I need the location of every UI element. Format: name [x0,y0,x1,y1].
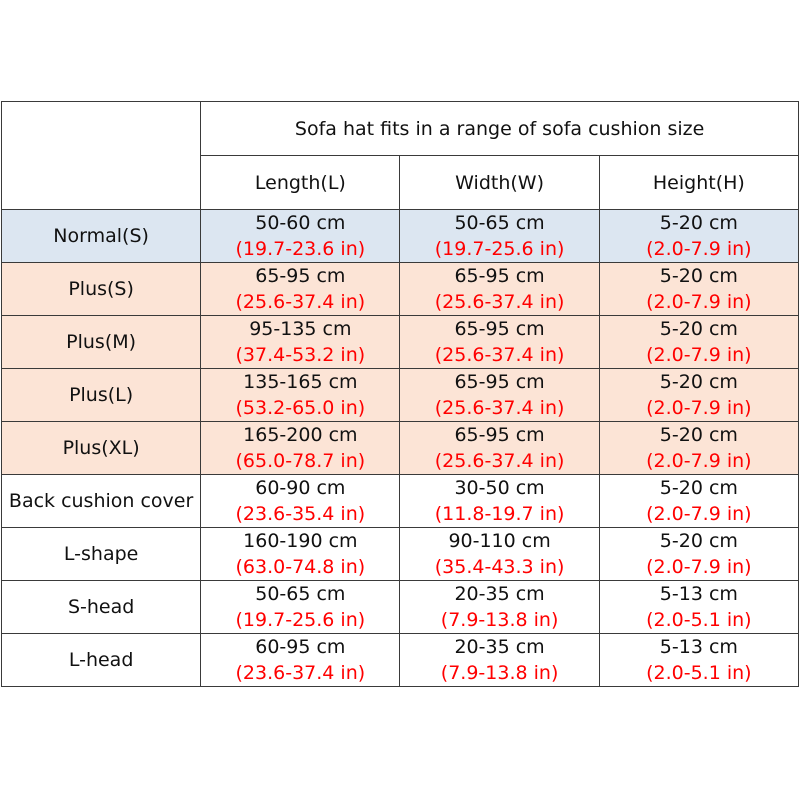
size-label: L-shape [2,528,201,581]
table-row [2,210,799,263]
height-inch-value: (2.0-7.9 in) [646,238,752,260]
length-cell [201,263,400,316]
table-row [2,316,799,369]
size-label: Plus(L) [2,369,201,422]
width-cell [400,634,599,687]
width-cell [400,475,599,528]
size-label: Plus(S) [2,263,201,316]
height-inch-value: (2.0-7.9 in) [646,556,752,578]
height-cm-value: 5-20 cm [659,477,738,499]
length-cm-value: 160-190 cm [243,530,358,552]
table-row [2,528,799,581]
header-height: Height(H) [599,156,798,210]
height-cm-value: 5-20 cm [659,318,738,340]
length-inch-value: (53.2-65.0 in) [235,397,366,419]
width-cm-value: 90-110 cm [448,530,551,552]
height-cell [599,475,798,528]
length-inch-value: (23.6-37.4 in) [235,662,366,684]
table-row [2,475,799,528]
height-inch-value: (2.0-7.9 in) [646,291,752,313]
width-cell [400,316,599,369]
length-cm-value: 135-165 cm [243,371,358,393]
width-cm-value: 20-35 cm [454,636,545,658]
width-cell [400,210,599,263]
width-inch-value: (7.9-13.8 in) [440,662,559,684]
length-inch-value: (19.7-25.6 in) [235,609,366,631]
title-row [2,102,799,156]
height-cell [599,263,798,316]
length-cm-value: 50-65 cm [255,583,346,605]
height-cm-value: 5-13 cm [659,636,738,658]
height-cm-value: 5-20 cm [659,265,738,287]
length-cm-value: 50-60 cm [255,212,346,234]
width-cm-value: 65-95 cm [454,371,545,393]
height-cm-value: 5-13 cm [659,583,738,605]
height-inch-value: (2.0-7.9 in) [646,503,752,525]
table-row [2,422,799,475]
height-cell [599,369,798,422]
length-cell [201,369,400,422]
height-cell [599,422,798,475]
size-chart-table [1,101,799,687]
size-label: S-head [2,581,201,634]
length-inch-value: (63.0-74.8 in) [235,556,366,578]
height-cm-value: 5-20 cm [659,371,738,393]
table-row [2,634,799,687]
width-cm-value: 20-35 cm [454,583,545,605]
length-inch-value: (37.4-53.2 in) [235,344,366,366]
width-cm-value: 30-50 cm [454,477,545,499]
length-cm-value: 95-135 cm [249,318,352,340]
height-inch-value: (2.0-7.9 in) [646,450,752,472]
table-title: Sofa hat fits in a range of sofa cushion size [201,102,799,156]
width-inch-value: (11.8-19.7 in) [434,503,565,525]
size-label: Back cushion cover [2,475,201,528]
length-inch-value: (25.6-37.4 in) [235,291,366,313]
height-cell [599,210,798,263]
height-inch-value: (2.0-7.9 in) [646,344,752,366]
length-cm-value: 60-90 cm [255,477,346,499]
width-inch-value: (7.9-13.8 in) [440,609,559,631]
width-cm-value: 65-95 cm [454,424,545,446]
width-cm-value: 65-95 cm [454,318,545,340]
length-cm-value: 165-200 cm [243,424,358,446]
length-inch-value: (23.6-35.4 in) [235,503,366,525]
length-cell [201,634,400,687]
length-cm-value: 65-95 cm [255,265,346,287]
length-cell [201,475,400,528]
width-cell [400,528,599,581]
corner-cell [2,102,201,210]
length-cell [201,422,400,475]
size-label: Normal(S) [2,210,201,263]
table-row [2,581,799,634]
length-inch-value: (19.7-23.6 in) [235,238,366,260]
length-cell [201,581,400,634]
width-cm-value: 50-65 cm [454,212,545,234]
height-inch-value: (2.0-7.9 in) [646,397,752,419]
height-cell [599,581,798,634]
width-inch-value: (25.6-37.4 in) [434,450,565,472]
height-inch-value: (2.0-5.1 in) [646,609,752,631]
height-cm-value: 5-20 cm [659,212,738,234]
height-cm-value: 5-20 cm [659,530,738,552]
length-cell [201,316,400,369]
width-cell [400,422,599,475]
height-cell [599,528,798,581]
width-inch-value: (19.7-25.6 in) [434,238,565,260]
height-cm-value: 5-20 cm [659,424,738,446]
header-length: Length(L) [201,156,400,210]
height-inch-value: (2.0-5.1 in) [646,662,752,684]
size-label: Plus(M) [2,316,201,369]
size-label: L-head [2,634,201,687]
width-cell [400,369,599,422]
length-cell [201,528,400,581]
width-inch-value: (35.4-43.3 in) [434,556,565,578]
width-inch-value: (25.6-37.4 in) [434,344,565,366]
height-cell [599,316,798,369]
width-cell [400,263,599,316]
width-inch-value: (25.6-37.4 in) [434,397,565,419]
length-cell [201,210,400,263]
width-inch-value: (25.6-37.4 in) [434,291,565,313]
length-inch-value: (65.0-78.7 in) [235,450,366,472]
table-row [2,369,799,422]
length-cm-value: 60-95 cm [255,636,346,658]
width-cm-value: 65-95 cm [454,265,545,287]
height-cell [599,634,798,687]
size-label: Plus(XL) [2,422,201,475]
width-cell [400,581,599,634]
table-row [2,263,799,316]
size-chart-body [2,102,799,687]
header-width: Width(W) [400,156,599,210]
